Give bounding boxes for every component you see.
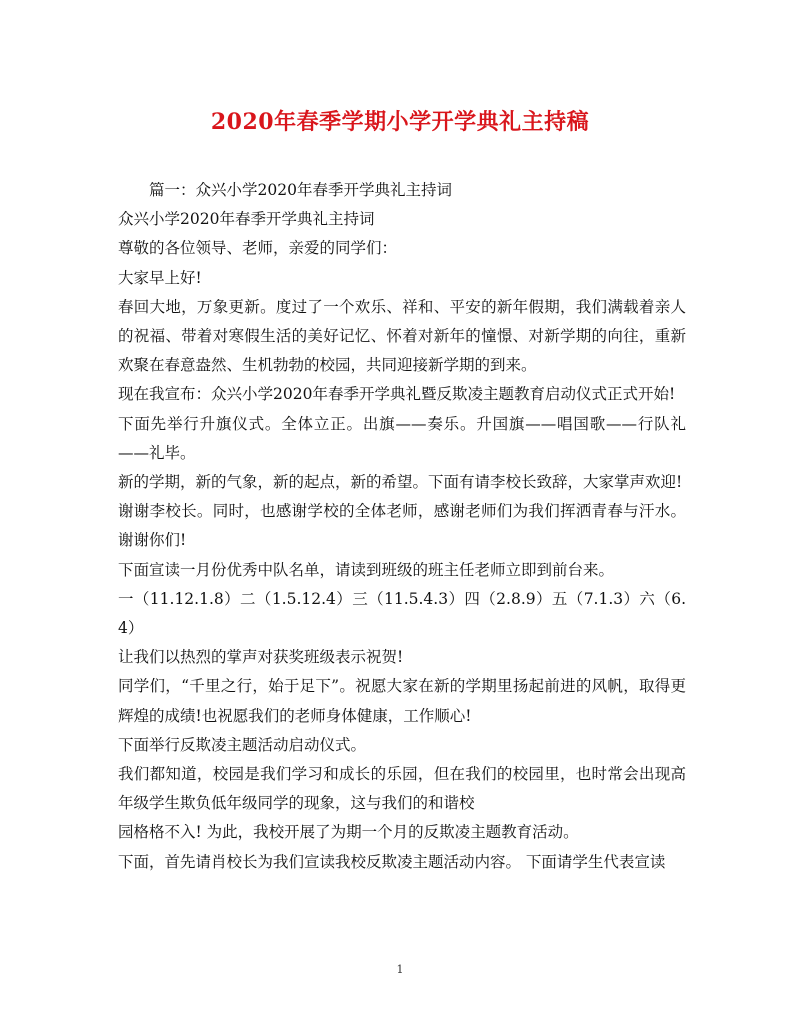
paragraph: 一（11.12.1.8）二（1.5.12.4）三（11.5.4.3）四（2.8.9）五（7.1.3）六（6.4） bbox=[118, 589, 686, 638]
paragraph: 让我们以热烈的掌声对获奖班级表示祝贺! bbox=[118, 648, 404, 667]
document-body bbox=[118, 176, 686, 877]
paragraph: 新的学期，新的气象，新的起点，新的希望。下面有请李校长致辞，大家掌声欢迎! bbox=[118, 473, 683, 492]
document-title: 2020年春季学期小学开学典礼主持稿 bbox=[210, 109, 590, 135]
paragraph: 我们都知道，校园是我们学习和成长的乐园，但在我们的校园里，也时常会出现高年级学生欺负低年级同学的现象，这与我们的和谐校 bbox=[118, 765, 686, 813]
paragraph: 篇一：众兴小学2020年春季开学典礼主持词 bbox=[149, 181, 452, 199]
paragraph: 园格格不入! 为此，我校开展了为期一个月的反欺凌主题教育活动。 bbox=[118, 823, 579, 842]
paragraph: 尊敬的各位领导、老师，亲爱的同学们： bbox=[118, 239, 398, 258]
paragraph: 下面举行反欺凌主题活动启动仪式。 bbox=[118, 735, 367, 754]
paragraph: 下面宣读一月份优秀中队名单，请读到班级的班主任老师立即到前台来。 bbox=[118, 560, 615, 579]
paragraph: 谢谢李校长。同时，也感谢学校的全体老师，感谢老师们为我们挥洒青春与汗水。谢谢你们! bbox=[118, 502, 686, 550]
paragraph: 同学们，“千里之行，始于足下”。祝愿大家在新的学期里扬起前进的风帆，取得更辉煌的成绩!也祝愿我们的老师身体健康，工作顺心! bbox=[118, 677, 686, 725]
paragraph: 众兴小学2020年春季开学典礼主持词 bbox=[118, 210, 375, 229]
paragraph: 春回大地，万象更新。度过了一个欢乐、祥和、平安的新年假期，我们满载着亲人的祝福、带着对寒假生活的美好记忆、怀着对新年的憧憬、对新学期的向往，重新欢聚在春意盎然、生机勃勃的校园，共同迎接新学期的到来。 bbox=[118, 297, 686, 375]
paragraph: 下面先举行升旗仪式。全体立正。出旗——奏乐。升国旗——唱国歌——行队礼——礼毕。 bbox=[118, 414, 686, 462]
paragraph: 下面，首先请肖校长为我们宣读我校反欺凌主题活动内容。 下面请学生代表宣读 bbox=[118, 852, 666, 871]
paragraph: 现在我宣布：众兴小学2020年春季开学典礼暨反欺凌主题教育启动仪式正式开始! bbox=[118, 385, 676, 404]
paragraph: 大家早上好! bbox=[118, 268, 202, 287]
page-number: 1 bbox=[396, 963, 404, 976]
